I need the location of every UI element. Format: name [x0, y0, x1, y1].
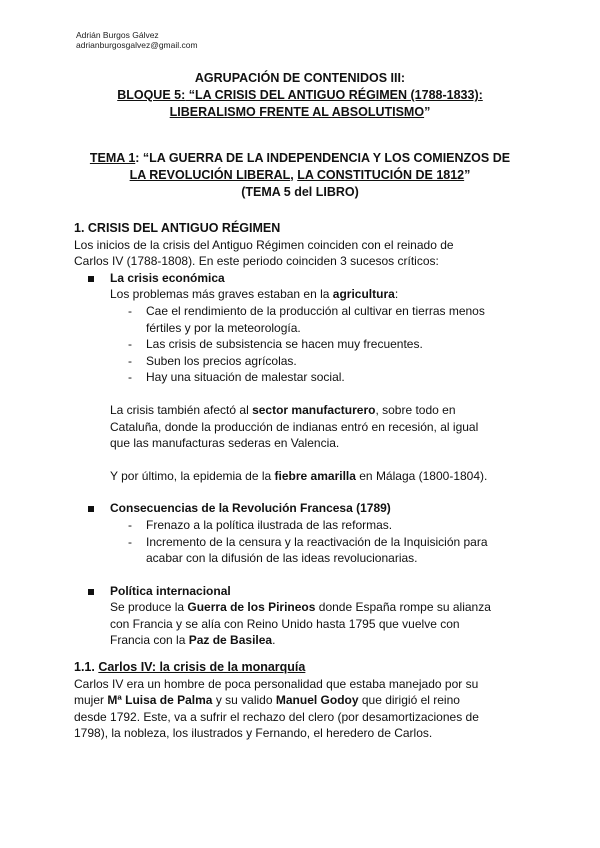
block-title-line — [60, 87, 540, 104]
economic-crisis-list — [74, 303, 534, 386]
list-item: - Cae el rendimiento de la producción al cultivar en tierras menos fértiles y por la meteorología. — [128, 303, 485, 335]
block-subtitle: LIBERALISMO FRENTE AL ABSOLUTISMO — [169, 105, 425, 119]
manufacturing-paragraph: La crisis también afectó al sector manufacturero, sobre todo en Cataluña, donde la producción de indianas entró en recesión, al igual que las manufacturas sederas en Valencia. — [110, 402, 479, 451]
bullet-title: Consecuencias de la Revolución Francesa (1789) — [110, 501, 391, 516]
author-info — [76, 30, 198, 50]
square-bullet-icon — [88, 506, 94, 512]
list-item: - Las crisis de subsistencia se hacen muy frecuentes. — [128, 337, 423, 352]
list-item: - Hay una situación de malestar social. — [128, 370, 345, 385]
square-bullet-icon — [88, 589, 94, 595]
block-title-text: “LA CRISIS DEL ANTIGUO RÉGIMEN (1788-1833): — [185, 88, 483, 102]
french-revolution-list — [74, 517, 534, 567]
tema-book-ref: (TEMA 5 del LIBRO) — [241, 185, 359, 199]
intro-line-1: Los inicios de la crisis del Antiguo Régimen coinciden con el reinado de — [74, 237, 454, 252]
bullet-french-revolution — [74, 500, 534, 517]
bullet-international-policy: Política internacional Se produce la Guerra de los Pirineos donde España rompe su alianza con Francia y se alía con Reino Unido hasta 1795 que vuelve con Francia con la Paz de Basilea. — [74, 583, 534, 649]
bullet-title: La crisis económica — [110, 270, 225, 285]
author-email: adrianburgosgalvez@gmail.com — [76, 40, 198, 50]
bullet-title: Política internacional — [110, 583, 231, 598]
author-name: Adrián Burgos Gálvez — [76, 30, 159, 40]
list-item: - Incremento de la censura y la reactivación de la Inquisición para acabar con la difusión de las ideas revolucionarias. — [128, 534, 488, 566]
tema-title — [60, 150, 540, 201]
block-title — [60, 70, 540, 121]
main-content — [74, 220, 534, 742]
bullet-economic-crisis — [74, 270, 534, 303]
list-item: - Suben los precios agrícolas. — [128, 353, 297, 368]
block-subtitle-line: LIBERALISMO FRENTE AL ABSOLUTISMO” — [169, 105, 431, 119]
square-bullet-icon — [88, 276, 94, 282]
block-label: BLOQUE 5: — [117, 88, 186, 102]
tema-line-2: LA REVOLUCIÓN LIBERAL, LA CONSTITUCIÓN DE 1812” — [129, 168, 471, 182]
carlos-iv-paragraph: Carlos IV era un hombre de poca personalidad que estaba manejado por su mujer Mª Luisa de Palma y su valido Manuel Godoy que dirigió el reino desde 1792. Este, va a sufrir el rechazo del clero (por desamortizaciones de 1798), la nobleza, los ilustrados y Fernando, el heredero de Carlos. — [74, 676, 479, 741]
intro-line-2: Carlos IV (1788-1808). En este periodo coinciden 3 sucesos críticos: — [74, 254, 439, 269]
tema-label: TEMA 1 — [89, 151, 136, 165]
list-item: - Frenazo a la política ilustrada de las reformas. — [128, 517, 393, 532]
section-heading-1-1: 1.1. Carlos IV: la crisis de la monarquía — [74, 660, 306, 675]
tema-title-text: : “LA GUERRA DE LA INDEPENDENCIA Y LOS COMIENZOS DE — [135, 151, 511, 165]
epidemic-paragraph: Y por último, la epidemia de la fiebre amarilla en Málaga (1800-1804). — [110, 468, 488, 483]
tema-line-1 — [60, 150, 540, 167]
section-heading-1: 1. CRISIS DEL ANTIGUO RÉGIMEN — [74, 221, 281, 235]
grouping-title: AGRUPACIÓN DE CONTENIDOS III: — [194, 71, 406, 85]
bullet-lead: Los problemas más graves estaban en la agricultura: — [110, 287, 399, 302]
